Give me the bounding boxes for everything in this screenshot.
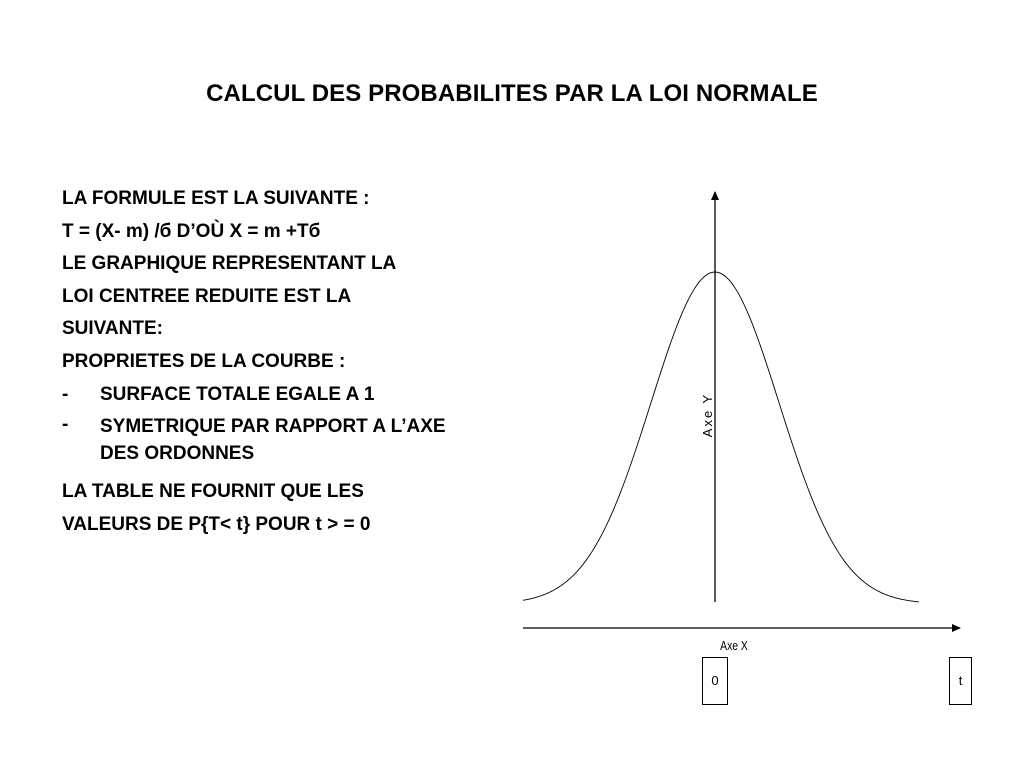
properties-heading: PROPRIETES DE LA COURBE : [62,350,346,372]
formula: T = (X- m) /б D’OÙ X = m +Tб [62,220,321,242]
bell-curve [523,272,919,602]
t-box: t [949,657,972,705]
bullet-marker: - [62,383,69,405]
formula-intro: LA FORMULE EST LA SUIVANTE : [62,188,370,209]
graph-description-line-2: LOI CENTREE REDUITE EST LA [62,285,352,307]
bullet-text: SYMETRIQUE PAR RAPPORT A L’AXE DES ORDONNES [100,416,446,465]
table-note-line-2: VALEURS DE P{T< t} POUR t > = 0 [62,513,371,535]
table-note-line-1: LA TABLE NE FOURNIT QUE LES [62,481,364,503]
slide-title: CALCUL DES PROBABILITES PAR LA LOI NORMALE [206,80,818,107]
x-axis-label: Axe X [720,638,748,654]
origin-box: 0 [702,657,728,705]
graph-description-line-3: SUIVANTE: [62,318,163,340]
graph-description-line-1: LE GRAPHIQUE REPRESENTANT LA [62,253,397,275]
bullet-marker: - [62,414,69,436]
bullet-text: SURFACE TOTALE EGALE A 1 [100,383,375,405]
y-axis-label: Axe Y [700,392,715,438]
